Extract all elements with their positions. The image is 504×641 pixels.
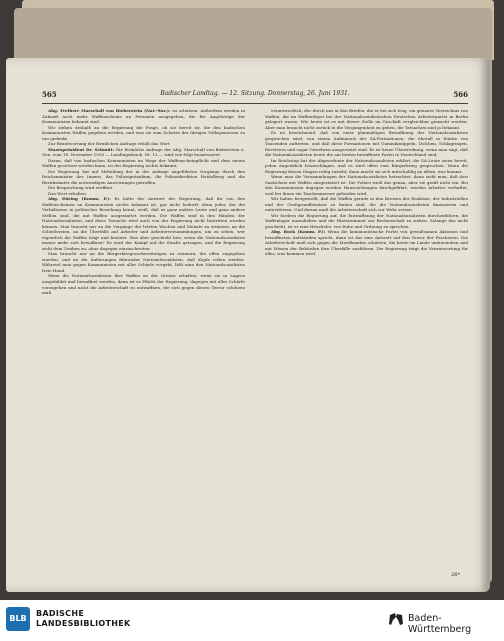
paragraph-text: Die Besprechung wird eröffnet. <box>48 185 114 191</box>
page-number-left: 565 <box>42 90 57 99</box>
paragraph-text: zu schützen. Außerdem werden in Zukunft auch mehr Waffenscheine an Personen ausgegeben, die für Angehörige der Kommunisten bekannt sind. <box>42 108 245 125</box>
paragraph-text: Wenn man die Versammlungen der Nationalsozialisten betrachtet, dann sieht man, daß dort Saalschutz mit Waffen ausgestattet ist. Die Polizei weiß das genau, aber sie greift nicht ein. Bei den Kommunisten dagegen werden Haussuchungen durchgeführt, werden Arbeiter verhaftet, weil bei ihnen ein Taschenmesser gefunden wird. <box>265 174 468 196</box>
page-edge-shadow <box>480 58 490 592</box>
paragraph <box>42 196 245 251</box>
header-rule <box>42 103 468 104</box>
paragraph <box>42 169 245 186</box>
paragraph-text: Das Wort erhalten <box>48 190 86 196</box>
paragraph-text: Es hätte der Antwort der Regierung, daß ihr von den Waffenscheinen an Kommunisten nichts bekannt ist, gar nicht bedurft; denn jeder, der die Verhältnisse in politischer Beziehung kennt, weiß, daß es ganz andere Leute und ganz andere Stellen sind, die mit Waffen ausgestattet werden. Die Waffen sind in den Händen der Nationalsozialisten, und diese Tatsache wird auch von der Regierung nicht bestritten werden können. Man braucht nur an die Vorgänge der letzten Wochen und Monate zu erinnern, an die Schießereien, an die Überfälle auf Arbeiter und Arbeiterversammlungen, um zu sehen, wer eigentlich die Waffen trägt und benützt. Was aber geschieht hier, wenn die Nationalsozialisten immer mehr sich bewaffnen? Es wird der Kampf auf die Straße getragen, und die Regierung sieht dem Treiben zu, ohne dagegen einzuschreiten. <box>42 196 245 251</box>
paragraph <box>265 158 468 175</box>
blb-name[interactable] <box>36 609 131 629</box>
blb-name-line1: BADISCHE <box>36 609 85 618</box>
right-column <box>265 108 468 257</box>
speaker-name: Abg. Bock (Komm. P.): <box>271 229 326 235</box>
paragraph-text: Man braucht nur an die Bürgerkriegsvorbereitungen zu erinnern, die offen zugegeben wurden, und an die Äußerungen führender Nationalsozialisten, daß Köpfe rollen werden. Während man gegen Kommunisten mit aller Schärfe vorgeht, läßt man den Nationalsozialisten freie Hand. <box>42 251 245 273</box>
paragraph-text: verantwortlich, der durch uns in den Briefen, die er bei sich trug, ein genaues Verzeichnis von Waffen, die im Waffendepot bei der Nationalsozialistischen Deutschen Arbeiterpartei in Berlin gelagert waren. Wie heute ist es mit dieser Stelle im Geschäft vergleichbar gemacht worden. Aber man braucht nicht zurück in die Vergangenheit zu gehen, die Tatsachen sind ja bekannt. <box>265 108 468 130</box>
paragraph-text: Die förmliche Anfrage der Abg. Marschall von Bieberstein u. Gen. vom 18. November 1930 — Landtagsdruck. Nr. 13 — wird wie folgt beantwortet: <box>42 146 245 158</box>
paragraph-text: Die Regierung hat auf Mitteilung der in der Anfrage angeführten Vorgänge durch den Reichsminister des Innern, das Polizeipräsidium, die Polizeidirektion Heidelberg und die Bezirksämter die notwendigen Anweisungen getroffen. <box>42 168 245 185</box>
paragraph <box>42 273 245 295</box>
speaker-name: Staatspräsident Dr. Schmitt: <box>48 146 115 152</box>
paragraph-text: Wir fordern die Regierung auf, die Entwaffnung der Nationalsozialisten durchzuführen, die Waffenlager auszuheben und die Hintermänner zur Rechenschaft zu ziehen. Solange das nicht geschieht, ist es eine Heuchelei, von Ruhe und Ordnung zu sprechen. <box>265 212 468 229</box>
page-header <box>42 90 468 104</box>
left-column <box>42 108 245 296</box>
speaker-name: Abg. Döring (Komm. P.): <box>48 196 111 202</box>
baden-wuerttemberg-label[interactable]: Baden-Württemberg <box>408 613 472 635</box>
paragraph-text: Wir haben festgestellt, daß die Waffen gerade in den Kreisen der Reaktion, der Industriellen und der Großgrundbesitzer zu finden sind, die die Nationalsozialisten finanzieren und unterstützen. Und darum muß die Arbeiterschaft sich zur Wehr setzen. <box>265 196 468 213</box>
baden-wuerttemberg-lions-icon[interactable] <box>387 611 405 629</box>
paragraph-text: Wir ziehen deshalb an die Regierung die Frage, ob sie bereit ist, die den badischen Kommunisten Waffen gegeben werden, und was sie zum Schutze der übrigen Volksgenossen zu tun gedenkt. <box>42 124 245 141</box>
paragraph <box>265 174 468 196</box>
paragraph <box>42 251 245 273</box>
paragraph-text: Wenn die Nationalsozialisten ihre Waffen an der Grenze erhalten, wenn sie in Lagern ausgebildet und bewaffnet werden, dann ist es Pflicht der Regierung, dagegen mit aller Schärfe vorzugehen und nicht die Arbeiterschaft zu entwaffnen, die sich gegen diesen Terror schützen muß. <box>42 273 245 296</box>
paragraph-text: Wenn die kommunistische Partei von gewaltsamen Aktionen und bewaffneten Aufständen spricht, dann ist das eine Antwort auf den Terror der Faschisten. Die Arbeiterschaft muß sich gegen die Mordbanden schützen, die heute im Lande umherziehen und mit Wissen der Behörden ihre Überfälle ausführen. Die Regierung trägt die Verantwortung für alles, was kommen wird. <box>265 229 469 257</box>
paragraph <box>265 229 468 257</box>
paragraph-text: Es ist bezeichnend, daß von einer planmäßigen Bewaffnung der Nationalsozialisten gesprochen wird, von einem Aufmarsch der SA-Formationen, die überall in Stärke von Tausenden auftreten, und daß diese Formationen mit Gummiknüppeln, Dolchen, Schlagringen, Revolvern und sogar Gewehren ausgerüstet sind. Es ist keine Übertreibung, wenn man sagt, daß die Nationalsozialisten heute die am besten bewaffnete Partei in Deutschland sind. <box>265 130 468 158</box>
paragraph <box>42 108 245 125</box>
paragraph <box>265 108 468 130</box>
paragraph <box>42 147 245 158</box>
running-head: Badischer Landtag. — 12. Sitzung. Donnerstag, 26. Juni 1931. <box>160 90 350 97</box>
paragraph-text: Zur Beantwortung der förmlichen Anfrage erhält das Wort <box>48 141 170 147</box>
paragraph <box>42 125 245 142</box>
footer-bar <box>0 600 504 641</box>
paragraph <box>42 158 245 169</box>
paragraph <box>265 196 468 213</box>
blb-name-line2: LANDESBIBLIOTHEK <box>36 619 131 628</box>
paragraph <box>265 213 468 230</box>
signature-mark: 26* <box>451 572 460 578</box>
blb-logo-icon[interactable]: BLB <box>6 607 30 631</box>
paragraph-text: Im Reichstag hat der Abgeordnete der Nationalsozialisten erklärt, die SA-Leute seien bereit, jeden Augenblick loszuschlagen, und es wird offen vom Bürgerkrieg gesprochen. Wenn die Regierung diesen Dingen ruhig zusieht, dann macht sie sich mitschuldig an allem, was kommt. <box>265 157 468 174</box>
page-number-right: 566 <box>453 90 468 99</box>
paragraph-text: Daran, daß von badischen Kommunisten im Wege der Waffenscheinpflicht und dem neuen Waffen gesichert werden kann, ist der Regierung nichts bekannt. <box>42 157 245 169</box>
paragraph <box>265 130 468 158</box>
speaker-name: Abg. Freiherr Marschall von Bieberstein (Nat.-Soz.): <box>48 108 171 113</box>
document-page <box>6 58 490 592</box>
